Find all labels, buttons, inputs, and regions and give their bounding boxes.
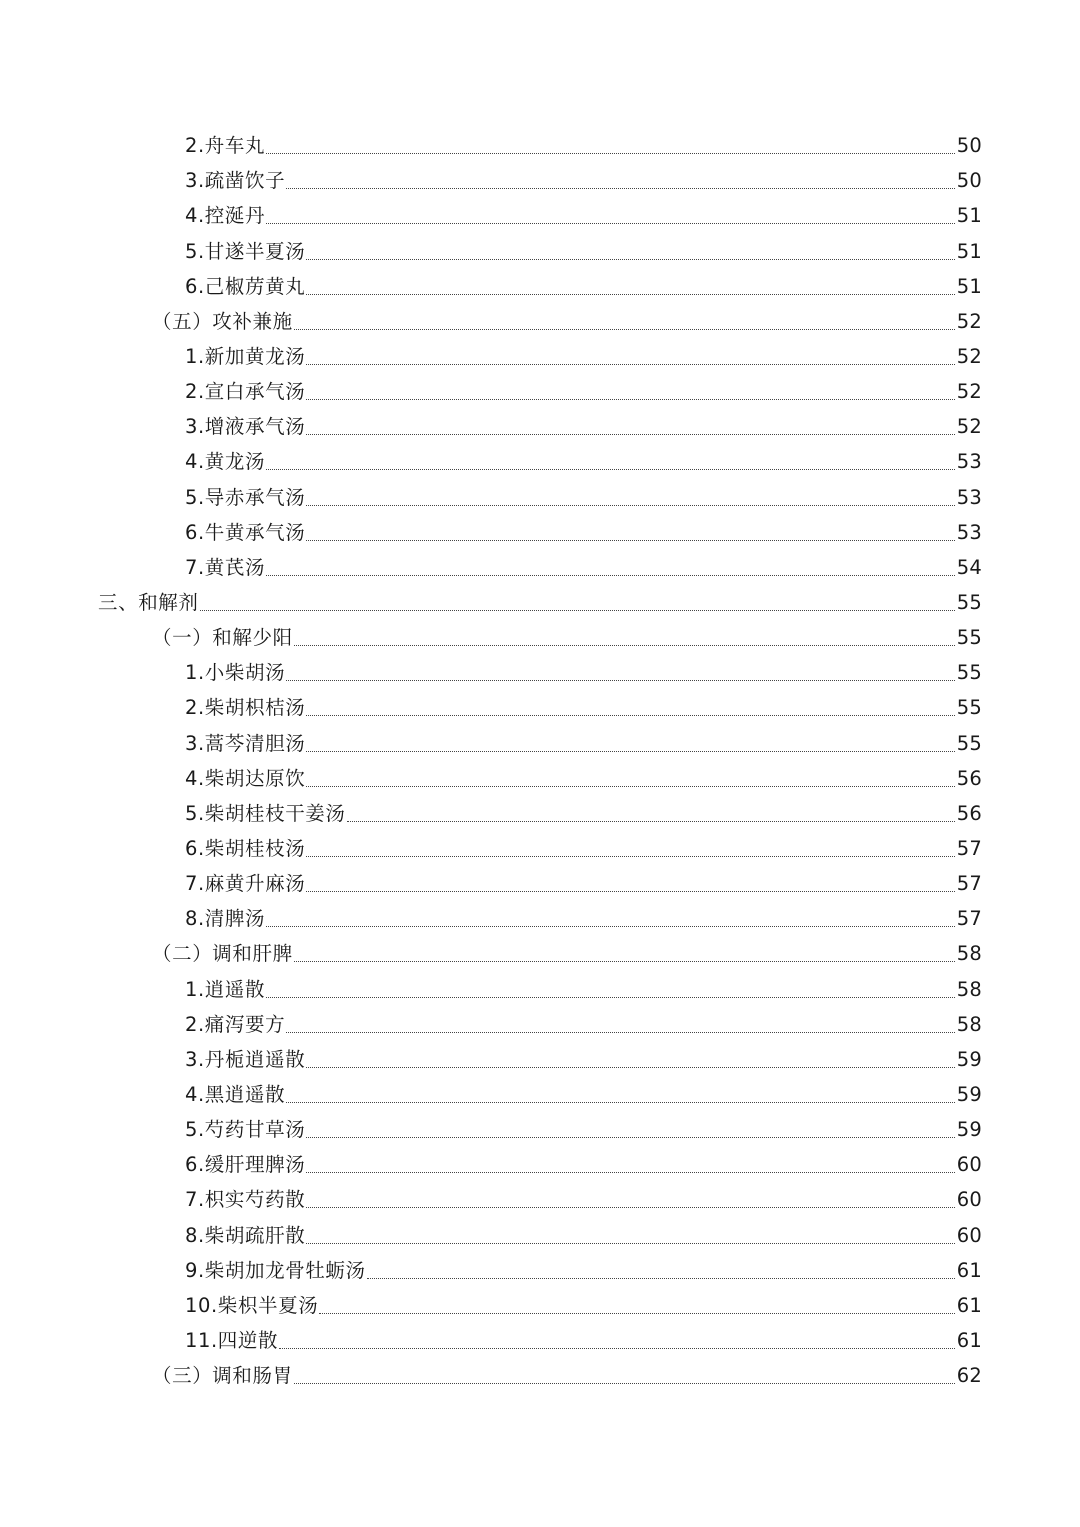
toc-entry[interactable] — [0, 1286, 1080, 1321]
toc-page-number: 52 — [956, 309, 982, 333]
dot-leader — [306, 856, 954, 857]
dot-leader — [266, 575, 955, 576]
toc-page-number: 58 — [956, 1012, 982, 1036]
toc-entry-title: （一）和解少阳 — [152, 626, 293, 650]
toc-entry[interactable] — [0, 899, 1080, 934]
toc-entry[interactable] — [0, 442, 1080, 477]
toc-entry-title: （三）调和肠胃 — [152, 1364, 293, 1388]
toc-entry-title: 8.清脾汤 — [185, 907, 266, 931]
toc-entry[interactable] — [0, 688, 1080, 723]
toc-entry[interactable] — [0, 1215, 1080, 1250]
toc-entry[interactable] — [0, 969, 1080, 1004]
toc-page-number: 55 — [956, 661, 982, 685]
dot-leader — [306, 751, 954, 752]
toc-entry[interactable] — [0, 1005, 1080, 1040]
dot-leader — [306, 540, 954, 541]
toc-entry[interactable] — [0, 407, 1080, 442]
toc-entry-title: 3.疏凿饮子 — [185, 169, 286, 193]
toc-entry-title: 11.四逆散 — [185, 1328, 279, 1352]
toc-page-number: 59 — [956, 1118, 982, 1142]
dot-leader — [306, 1207, 954, 1208]
toc-page-number: 53 — [956, 450, 982, 474]
toc-page-number: 53 — [956, 520, 982, 544]
toc-entry[interactable] — [0, 337, 1080, 372]
dot-leader — [294, 1383, 955, 1384]
dot-leader — [266, 997, 955, 998]
toc-entry-title: 4.控涎丹 — [185, 204, 266, 228]
toc-entry-title: 1.小柴胡汤 — [185, 661, 286, 685]
toc-page-number: 58 — [956, 942, 982, 966]
dot-leader — [294, 329, 955, 330]
toc-page-number: 59 — [956, 1047, 982, 1071]
toc-entry[interactable] — [0, 829, 1080, 864]
toc-entry-title: 1.逍遥散 — [185, 977, 266, 1001]
toc-page-number: 61 — [956, 1328, 982, 1352]
dot-leader — [286, 1102, 955, 1103]
toc-page-number: 60 — [956, 1188, 982, 1212]
dot-leader — [286, 188, 955, 189]
toc-entry[interactable] — [0, 759, 1080, 794]
toc-entry[interactable] — [0, 161, 1080, 196]
toc-page-number: 61 — [956, 1293, 982, 1317]
toc-entry[interactable] — [0, 372, 1080, 407]
toc-page-number: 54 — [956, 555, 982, 579]
dot-leader — [306, 399, 954, 400]
toc-entry-title: 6.缓肝理脾汤 — [185, 1153, 306, 1177]
dot-leader — [319, 1313, 954, 1314]
table-of-contents — [0, 126, 1080, 1391]
toc-entry-title: 6.己椒苈黄丸 — [185, 274, 306, 298]
toc-entry-title: 2.宣白承气汤 — [185, 380, 306, 404]
dot-leader — [306, 505, 954, 506]
toc-page-number: 52 — [956, 380, 982, 404]
dot-leader — [306, 259, 954, 260]
toc-page-number: 57 — [956, 872, 982, 896]
toc-page-number: 51 — [956, 274, 982, 298]
dot-leader — [266, 153, 955, 154]
toc-entry-title: （二）调和肝脾 — [152, 942, 293, 966]
toc-page-number: 62 — [956, 1364, 982, 1388]
dot-leader — [286, 680, 955, 681]
toc-entry[interactable] — [0, 1145, 1080, 1180]
toc-entry[interactable] — [0, 548, 1080, 583]
toc-page-number: 56 — [956, 766, 982, 790]
toc-entry-title: 6.柴胡桂枝汤 — [185, 836, 306, 860]
toc-entry[interactable] — [0, 1180, 1080, 1215]
toc-entry[interactable] — [0, 126, 1080, 161]
toc-entry-title: 6.牛黄承气汤 — [185, 520, 306, 544]
toc-page-number: 57 — [956, 836, 982, 860]
toc-entry[interactable] — [0, 653, 1080, 688]
toc-entry-title: 3.增液承气汤 — [185, 415, 306, 439]
toc-entry[interactable] — [0, 1251, 1080, 1286]
toc-page-number: 55 — [956, 626, 982, 650]
dot-leader — [306, 786, 954, 787]
toc-entry[interactable] — [0, 583, 1080, 618]
dot-leader — [294, 961, 955, 962]
dot-leader — [367, 1278, 955, 1279]
toc-entry[interactable] — [0, 1110, 1080, 1145]
toc-entry[interactable] — [0, 618, 1080, 653]
toc-entry[interactable] — [0, 477, 1080, 512]
toc-entry[interactable] — [0, 794, 1080, 829]
toc-entry[interactable] — [0, 864, 1080, 899]
toc-entry-title: 4.黑逍遥散 — [185, 1082, 286, 1106]
toc-entry[interactable] — [0, 1356, 1080, 1391]
toc-entry-title: 1.新加黄龙汤 — [185, 344, 306, 368]
dot-leader — [306, 294, 954, 295]
toc-entry-title: 7.枳实芍药散 — [185, 1188, 306, 1212]
toc-entry-title: 8.柴胡疏肝散 — [185, 1223, 306, 1247]
toc-entry-title: 三、和解剂 — [98, 590, 199, 614]
dot-leader — [306, 1137, 954, 1138]
toc-page-number: 55 — [956, 590, 982, 614]
toc-entry-title: 5.芍药甘草汤 — [185, 1118, 306, 1142]
toc-page-number: 56 — [956, 801, 982, 825]
toc-page-number: 50 — [956, 169, 982, 193]
toc-page-number: 51 — [956, 204, 982, 228]
dot-leader — [306, 1067, 954, 1068]
dot-leader — [266, 469, 955, 470]
toc-page-number: 58 — [956, 977, 982, 1001]
toc-entry-title: 2.柴胡枳桔汤 — [185, 696, 306, 720]
toc-entry-title: 5.柴胡桂枝干姜汤 — [185, 801, 346, 825]
toc-entry-title: 5.甘遂半夏汤 — [185, 239, 306, 263]
toc-entry[interactable] — [0, 1075, 1080, 1110]
toc-page-number: 57 — [956, 907, 982, 931]
dot-leader — [306, 434, 954, 435]
toc-page-number: 55 — [956, 731, 982, 755]
toc-entry-title: 2.舟车丸 — [185, 134, 266, 158]
toc-entry[interactable] — [0, 267, 1080, 302]
toc-entry-title: 2.痛泻要方 — [185, 1012, 286, 1036]
toc-entry[interactable] — [0, 1321, 1080, 1356]
toc-entry-title: 4.柴胡达原饮 — [185, 766, 306, 790]
toc-entry-title: 3.蒿芩清胆汤 — [185, 731, 306, 755]
toc-page-number: 60 — [956, 1153, 982, 1177]
toc-entry[interactable] — [0, 723, 1080, 758]
toc-page-number: 59 — [956, 1082, 982, 1106]
dot-leader — [294, 645, 955, 646]
dot-leader — [306, 891, 954, 892]
dot-leader — [306, 1243, 954, 1244]
toc-page-number: 50 — [956, 134, 982, 158]
toc-entry[interactable] — [0, 302, 1080, 337]
dot-leader — [306, 715, 954, 716]
toc-page-number: 53 — [956, 485, 982, 509]
dot-leader — [306, 364, 954, 365]
toc-page-number: 60 — [956, 1223, 982, 1247]
dot-leader — [266, 926, 955, 927]
toc-entry-title: 4.黄龙汤 — [185, 450, 266, 474]
toc-entry-title: 7.黄芪汤 — [185, 555, 266, 579]
toc-page-number: 55 — [956, 696, 982, 720]
toc-page-number: 52 — [956, 344, 982, 368]
toc-entry-title: 9.柴胡加龙骨牡蛎汤 — [185, 1258, 366, 1282]
toc-entry[interactable] — [0, 934, 1080, 969]
dot-leader — [266, 223, 955, 224]
toc-entry-title: 7.麻黄升麻汤 — [185, 872, 306, 896]
toc-entry[interactable] — [0, 1040, 1080, 1075]
toc-entry-title: 10.柴枳半夏汤 — [185, 1293, 319, 1317]
dot-leader — [347, 821, 955, 822]
toc-entry[interactable] — [0, 231, 1080, 266]
dot-leader — [286, 1032, 955, 1033]
toc-entry-title: 3.丹栀逍遥散 — [185, 1047, 306, 1071]
toc-page-number: 52 — [956, 415, 982, 439]
toc-page-number: 51 — [956, 239, 982, 263]
dot-leader — [306, 1172, 954, 1173]
dot-leader — [279, 1348, 955, 1349]
dot-leader — [200, 610, 955, 611]
toc-entry-title: （五）攻补兼施 — [152, 309, 293, 333]
toc-entry[interactable] — [0, 196, 1080, 231]
toc-entry-title: 5.导赤承气汤 — [185, 485, 306, 509]
toc-page-number: 61 — [956, 1258, 982, 1282]
toc-entry[interactable] — [0, 513, 1080, 548]
